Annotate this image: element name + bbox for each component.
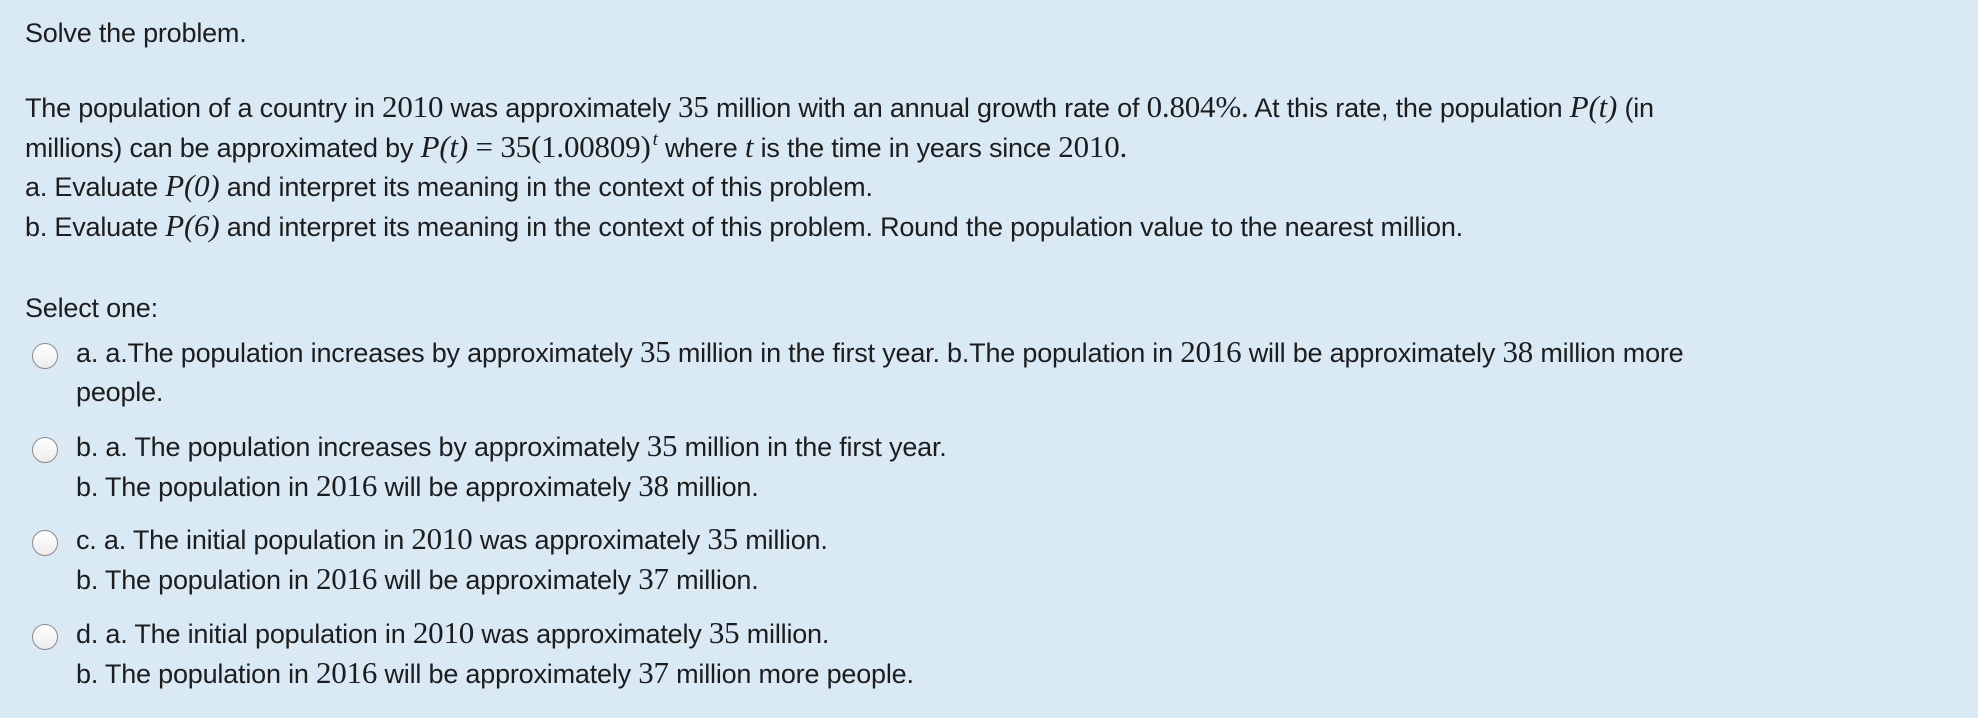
text: At this rate, the population: [1248, 93, 1570, 123]
text: (in: [1617, 93, 1654, 123]
math-variable: t: [744, 128, 754, 164]
answer-option-c[interactable]: [32, 520, 828, 599]
problem-line-1: [25, 88, 1945, 128]
math-number: 37: [638, 560, 669, 596]
text: b. The population in: [76, 471, 316, 502]
math-function: P(t): [1569, 89, 1618, 124]
answer-option-d[interactable]: [32, 614, 914, 693]
math-population: 35: [678, 89, 709, 124]
text: million in the first year.: [677, 432, 947, 462]
text: and interpret its meaning in the context of this problem. Round the population value to the nearest million.: [219, 211, 1463, 242]
radio-button-b[interactable]: [32, 437, 58, 463]
text: will be approximately: [377, 658, 639, 689]
text: million with an annual growth rate of: [708, 93, 1147, 123]
question-instruction: Solve the problem.: [25, 18, 247, 48]
math-number: 38: [638, 467, 669, 503]
option-label-line-2: people.: [76, 376, 164, 407]
option-label-line-2: [76, 467, 947, 507]
math-number: 2010: [411, 521, 473, 556]
math-number: 35: [646, 428, 678, 463]
answer-option-a[interactable]: [32, 333, 1684, 411]
text: million.: [737, 525, 828, 555]
math-year: 2010: [382, 89, 444, 124]
option-label-line-1: [76, 333, 1684, 373]
option-label-line-1: [76, 520, 828, 560]
text: million more people.: [668, 658, 914, 689]
option-label-line-1: [76, 427, 947, 467]
text: million.: [739, 619, 830, 649]
text: million.: [668, 471, 759, 502]
text: d. a. The initial population in: [76, 619, 413, 649]
text: a. Evaluate: [25, 172, 166, 202]
text: c. a. The initial population in: [76, 525, 412, 555]
problem-statement: [25, 88, 1945, 246]
text: is the time in years since: [753, 132, 1059, 163]
option-label-line-1: [76, 614, 914, 654]
radio-button-d[interactable]: [32, 624, 58, 650]
math-year: 2010.: [1058, 128, 1128, 164]
math-exponent: t: [652, 128, 658, 150]
math-number: 35: [639, 334, 671, 369]
text: a. a.The population increases by approximately: [76, 338, 640, 368]
text: million in the first year. b.The population in: [670, 338, 1181, 368]
text: will be approximately: [377, 564, 639, 595]
math-number: 2010: [412, 615, 475, 650]
text: and interpret its meaning in the context of this problem.: [219, 172, 873, 202]
math-rate: 0.804%.: [1146, 89, 1249, 124]
math-expression: P(0): [165, 168, 220, 203]
math-number: 37: [638, 654, 669, 690]
math-number: 2016: [316, 560, 378, 596]
option-label-line-2: [76, 654, 914, 694]
math-formula: = 35(1.00809): [468, 128, 651, 164]
text: b. The population in: [76, 658, 316, 689]
math-number: 35: [707, 521, 738, 556]
option-label-line-2: [76, 560, 828, 600]
text: million more: [1533, 338, 1684, 368]
math-function: P(t): [420, 128, 468, 164]
math-number: 2016: [316, 467, 378, 503]
text: will be approximately: [377, 471, 639, 502]
select-one-prompt: Select one:: [25, 293, 158, 323]
problem-part-b: [25, 207, 1945, 247]
text: million.: [668, 564, 759, 595]
text: will be approximately: [1241, 338, 1503, 368]
text: millions) can be approximated by: [25, 132, 421, 163]
text: was approximately: [443, 93, 679, 123]
math-number: 2016: [1180, 334, 1242, 369]
answer-option-b[interactable]: [32, 427, 947, 506]
text: b. Evaluate: [25, 211, 166, 242]
problem-line-2: [25, 128, 1945, 168]
problem-part-a: [25, 167, 1945, 207]
math-expression: P(6): [165, 207, 220, 243]
text: was approximately: [474, 619, 709, 649]
radio-button-c[interactable]: [32, 530, 58, 556]
text: b. a. The population increases by approximately: [76, 432, 647, 462]
text: where: [657, 132, 745, 163]
text: b. The population in: [76, 564, 316, 595]
math-number: 38: [1502, 334, 1534, 369]
math-number: 2016: [316, 654, 378, 690]
text: was approximately: [472, 525, 708, 555]
radio-button-a[interactable]: [32, 343, 58, 369]
math-number: 35: [708, 615, 740, 650]
text: The population of a country in: [25, 93, 383, 123]
